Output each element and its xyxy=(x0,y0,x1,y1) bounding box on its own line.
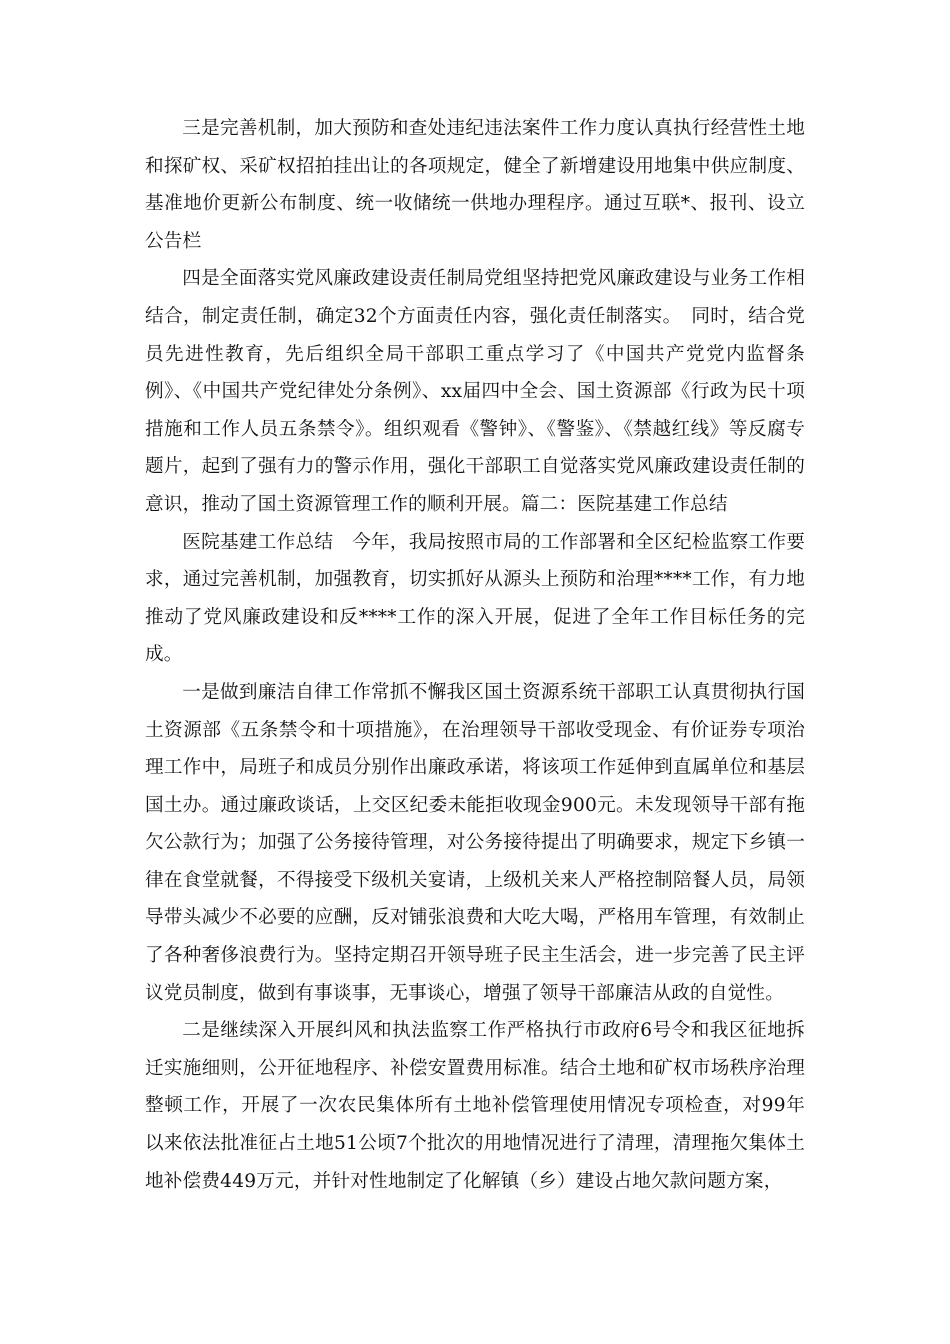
paragraph-self-discipline: 一是做到廉洁自律工作常抓不懈我区国土资源系统干部职工认真贯彻执行国土资源部《五条禁令和十项措施》，在治理领导干部收受现金、有价证券专项治理工作中，局班子和成员分别作出廉政承诺，将该项工作延伸到直属单位和基层国土办。通过廉政谈话，上交区纪委未能拒收现金900元。未发现领导干部有拖欠公款行为；加强了公务接待管理，对公务接待提出了明确要求，规定下乡镇一律在食堂就餐，不得接受下级机关宴请，上级机关来人严格控制陪餐人员，局领导带头减少不必要的应酬，反对铺张浪费和大吃大喝，严格用车管理，有效制止了各种奢侈浪费行为。坚持定期召开领导班子民主生活会，进一步完善了民主评议党员制度，做到有事谈事，无事谈心，增强了领导干部廉洁从政的自觉性。 xyxy=(145,681,805,1004)
paragraph-supervision: 二是继续深入开展纠风和执法监察工作严格执行市政府6号令和我区征地拆迁实施细则，公开征地程序、补偿安置费用标准。结合土地和矿权市场秩序治理整顿工作，开展了一次农民集体所有土地补偿管理使用情况专项检查，对99年以来依法批准征占土地51公顷7个批次的用地情况进行了清理，清理拖欠集体土地补偿费449万元，并针对性地制定了化解镇（乡）建设占地欠款问题方案， xyxy=(145,1020,805,1192)
paragraph-improve-mechanism: 三是完善机制，加大预防和查处违纪违法案件工作力度认真执行经营性土地和探矿权、采矿权招拍挂出让的各项规定，健全了新增建设用地集中供应制度、基准地价更新公布制度、统一收储统一供地办理程序。通过互联*、报刊、设立公告栏 xyxy=(145,118,805,252)
paragraph-hospital-summary-intro: 医院基建工作总结 今年，我局按照市局的工作部署和全区纪检监察工作要求，通过完善机制，加强教育，切实抓好从源头上预防和治理****工作，有力地推动了党风廉政建设和反****工作的深入开展，促进了全年工作目标任务的完成。 xyxy=(145,531,805,666)
document-page xyxy=(145,110,805,1200)
paragraph-responsibility-system: 四是全面落实党风廉政建设责任制局党组坚持把党风廉政建设与业务工作相结合，制定责任制，确定32个方面责任内容，强化责任制落实。 同时，结合党员先进性教育，先后组织全局干部职工重点学习了《中国共产党党内监督条例》、《中国共产党纪律处分条例》、xx届四中全会、国土资源部《行政为民十项措施和工作人员五条禁令》。组织观看《警钟》、《警鉴》、《禁越红线》等反腐专题片，起到了强有力的警示作用，强化干部职工自觉落实党风廉政建设责任制的意识，推动了国土资源管理工作的顺利开展。篇二：医院基建工作总结 xyxy=(145,268,805,515)
